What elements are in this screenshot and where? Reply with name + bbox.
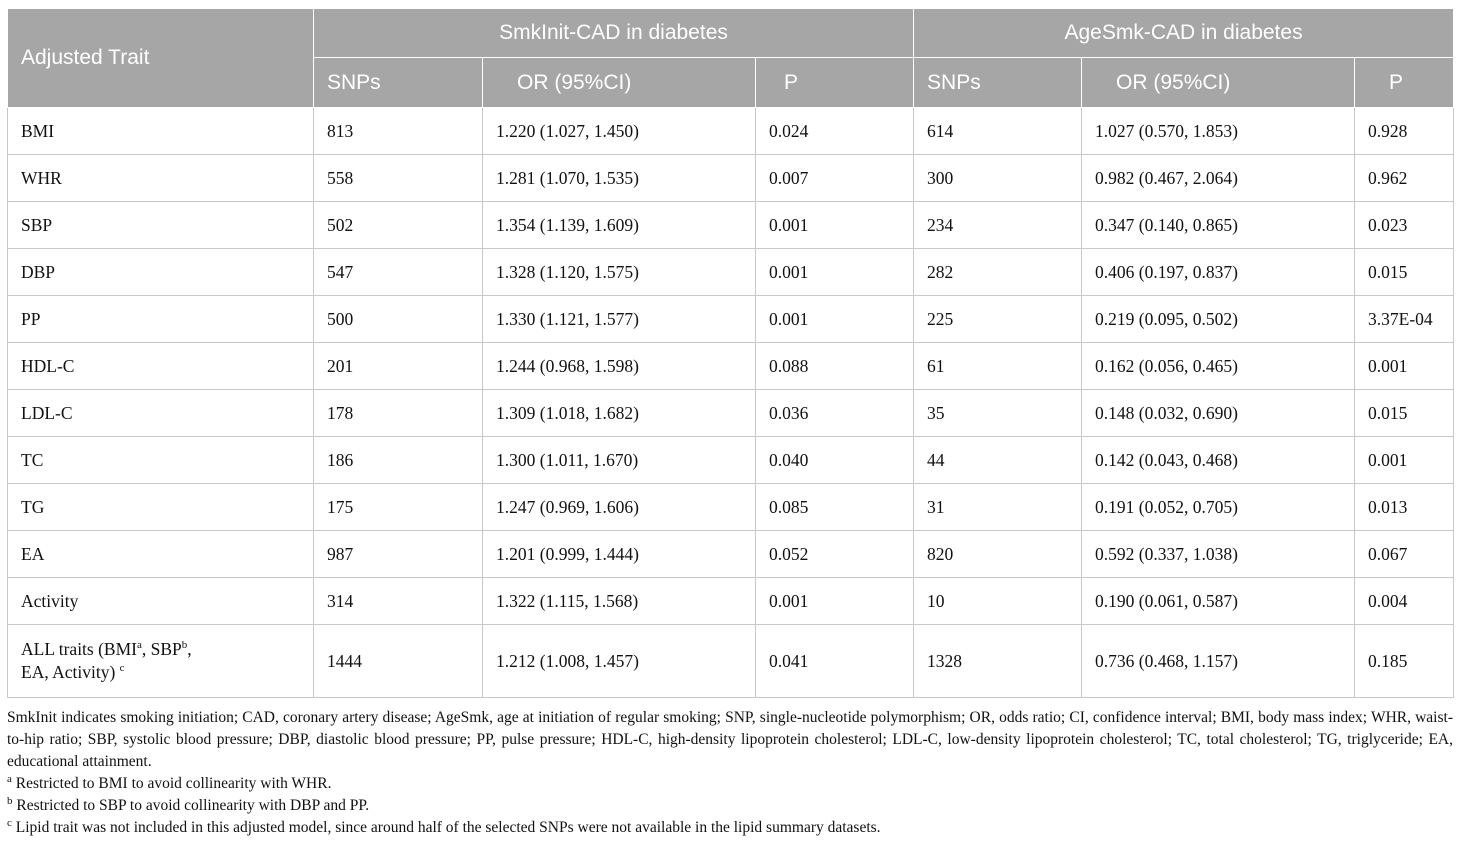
cell-or-1: 1.244 (0.968, 1.598) (483, 343, 756, 390)
cell-p-1: 0.040 (756, 437, 914, 484)
table-header (8, 9, 1454, 108)
cell-p-2: 0.015 (1355, 249, 1454, 296)
cell-p-2: 3.37E-04 (1355, 296, 1454, 343)
cell-p-1: 0.041 (756, 625, 914, 698)
cell-or-1: 1.247 (0.969, 1.606) (483, 484, 756, 531)
cell-p-1: 0.085 (756, 484, 914, 531)
cell-snps-2: 10 (914, 578, 1082, 625)
cell-snps-2: 44 (914, 437, 1082, 484)
cell-snps-2: 31 (914, 484, 1082, 531)
table-row (8, 437, 1454, 484)
cell-p-1: 0.036 (756, 390, 914, 437)
table-row (8, 296, 1454, 343)
cell-snps-1: 201 (314, 343, 483, 390)
cell-trait: ALL traits (BMI$^a$, SBP$^b$, EA, Activity) $^c$ (8, 625, 314, 698)
cell-or-2: 0.736 (0.468, 1.157) (1082, 625, 1355, 698)
footnote-c: $^c$ Lipid trait was not included in this adjusted model, since around half of the selected SNPs were not available in the lipid summary datasets. (7, 816, 881, 836)
cell-or-1: 1.354 (1.139, 1.609) (483, 202, 756, 249)
cell-trait: LDL-C (8, 390, 314, 437)
table-row (8, 108, 1454, 155)
cell-p-2: 0.067 (1355, 531, 1454, 578)
cell-p-2: 0.928 (1355, 108, 1454, 155)
table-row (8, 390, 1454, 437)
cell-or-2: 0.148 (0.032, 0.690) (1082, 390, 1355, 437)
cell-trait: TC (8, 437, 314, 484)
cell-or-2: 0.142 (0.043, 0.468) (1082, 437, 1355, 484)
header-adjusted-trait: Adjusted Trait (8, 9, 314, 108)
cell-or-1: 1.309 (1.018, 1.682) (483, 390, 756, 437)
cell-or-2: 0.219 (0.095, 0.502) (1082, 296, 1355, 343)
cell-p-2: 0.001 (1355, 437, 1454, 484)
table-row-all-traits (8, 625, 1454, 698)
cell-or-2: 0.162 (0.056, 0.465) (1082, 343, 1355, 390)
cell-trait: Activity (8, 578, 314, 625)
results-table-container (7, 8, 1453, 698)
cell-snps-2: 614 (914, 108, 1082, 155)
cell-p-2: 0.962 (1355, 155, 1454, 202)
cell-or-1: 1.328 (1.120, 1.575) (483, 249, 756, 296)
cell-p-1: 0.001 (756, 578, 914, 625)
header-p-1: P (756, 58, 914, 108)
cell-or-2: 0.406 (0.197, 0.837) (1082, 249, 1355, 296)
cell-p-2: 0.023 (1355, 202, 1454, 249)
cell-snps-2: 282 (914, 249, 1082, 296)
cell-snps-1: 314 (314, 578, 483, 625)
cell-trait: TG (8, 484, 314, 531)
cell-snps-1: 500 (314, 296, 483, 343)
cell-p-1: 0.088 (756, 343, 914, 390)
cell-snps-1: 175 (314, 484, 483, 531)
header-snps-1: SNPs (314, 58, 483, 108)
cell-p-1: 0.001 (756, 296, 914, 343)
cell-or-2: 0.190 (0.061, 0.587) (1082, 578, 1355, 625)
cell-p-2: 0.001 (1355, 343, 1454, 390)
cell-p-1: 0.052 (756, 531, 914, 578)
header-group-agesmk: AgeSmk-CAD in diabetes (914, 9, 1454, 58)
cell-p-1: 0.007 (756, 155, 914, 202)
table-row (8, 343, 1454, 390)
header-group-smkinit: SmkInit-CAD in diabetes (314, 9, 914, 58)
cell-p-2: 0.015 (1355, 390, 1454, 437)
cell-or-1: 1.322 (1.115, 1.568) (483, 578, 756, 625)
cell-or-2: 0.191 (0.052, 0.705) (1082, 484, 1355, 531)
cell-trait: WHR (8, 155, 314, 202)
cell-snps-1: 502 (314, 202, 483, 249)
cell-snps-2: 820 (914, 531, 1082, 578)
cell-snps-2: 35 (914, 390, 1082, 437)
cell-trait: DBP (8, 249, 314, 296)
cell-p-2: 0.013 (1355, 484, 1454, 531)
cell-or-1: 1.220 (1.027, 1.450) (483, 108, 756, 155)
cell-snps-1: 186 (314, 437, 483, 484)
abbreviations-note: SmkInit indicates smoking initiation; CAD, coronary artery disease; AgeSmk, age at initiation of regular smoking; SNP, single-nucleotide polymorphism; OR, odds ratio; CI, confidence interval; BMI, body mass index; WHR, waist-to-hip ratio; SBP, systolic blood pressure; DBP, diastolic blood pressure; PP, pulse pressure; HDL-C, high-density lipoprotein cholesterol; LDL-C, low-density lipoprotein cholesterol; TC, total cholesterol; TG, triglyceride; EA, educational attainment. (7, 709, 1453, 770)
cell-or-2: 0.982 (0.467, 2.064) (1082, 155, 1355, 202)
cell-or-1: 1.212 (1.008, 1.457) (483, 625, 756, 698)
table-row (8, 249, 1454, 296)
cell-trait: HDL-C (8, 343, 314, 390)
table-row (8, 155, 1454, 202)
cell-or-1: 1.300 (1.011, 1.670) (483, 437, 756, 484)
table-row (8, 202, 1454, 249)
cell-or-2: 1.027 (0.570, 1.853) (1082, 108, 1355, 155)
cell-snps-1: 987 (314, 531, 483, 578)
cell-p-2: 0.185 (1355, 625, 1454, 698)
table-body (8, 108, 1454, 698)
cell-snps-1: 1444 (314, 625, 483, 698)
table-row (8, 484, 1454, 531)
table-row (8, 578, 1454, 625)
cell-snps-2: 300 (914, 155, 1082, 202)
cell-snps-2: 225 (914, 296, 1082, 343)
cell-p-1: 0.001 (756, 202, 914, 249)
cell-p-1: 0.001 (756, 249, 914, 296)
header-snps-2: SNPs (914, 58, 1082, 108)
cell-trait: PP (8, 296, 314, 343)
cell-snps-1: 558 (314, 155, 483, 202)
cell-snps-1: 547 (314, 249, 483, 296)
cell-snps-2: 61 (914, 343, 1082, 390)
cell-or-1: 1.330 (1.121, 1.577) (483, 296, 756, 343)
table-row (8, 531, 1454, 578)
cell-snps-1: 813 (314, 108, 483, 155)
cell-p-2: 0.004 (1355, 578, 1454, 625)
footnote-b: $^b$ Restricted to SBP to avoid collinearity with DBP and PP. (7, 794, 370, 814)
footnote-a: $^a$ Restricted to BMI to avoid collinearity with WHR. (7, 772, 332, 792)
cell-snps-1: 178 (314, 390, 483, 437)
header-or-1: OR (95%CI) (483, 58, 756, 108)
cell-trait: SBP (8, 202, 314, 249)
header-p-2: P (1355, 58, 1454, 108)
cell-or-1: 1.281 (1.070, 1.535) (483, 155, 756, 202)
cell-trait: BMI (8, 108, 314, 155)
cell-snps-2: 234 (914, 202, 1082, 249)
cell-or-2: 0.592 (0.337, 1.038) (1082, 531, 1355, 578)
header-or-2: OR (95%CI) (1082, 58, 1355, 108)
table-footnotes (7, 707, 1453, 839)
cell-snps-2: 1328 (914, 625, 1082, 698)
cell-p-1: 0.024 (756, 108, 914, 155)
cell-or-2: 0.347 (0.140, 0.865) (1082, 202, 1355, 249)
results-table (7, 8, 1454, 698)
cell-trait: EA (8, 531, 314, 578)
cell-or-1: 1.201 (0.999, 1.444) (483, 531, 756, 578)
